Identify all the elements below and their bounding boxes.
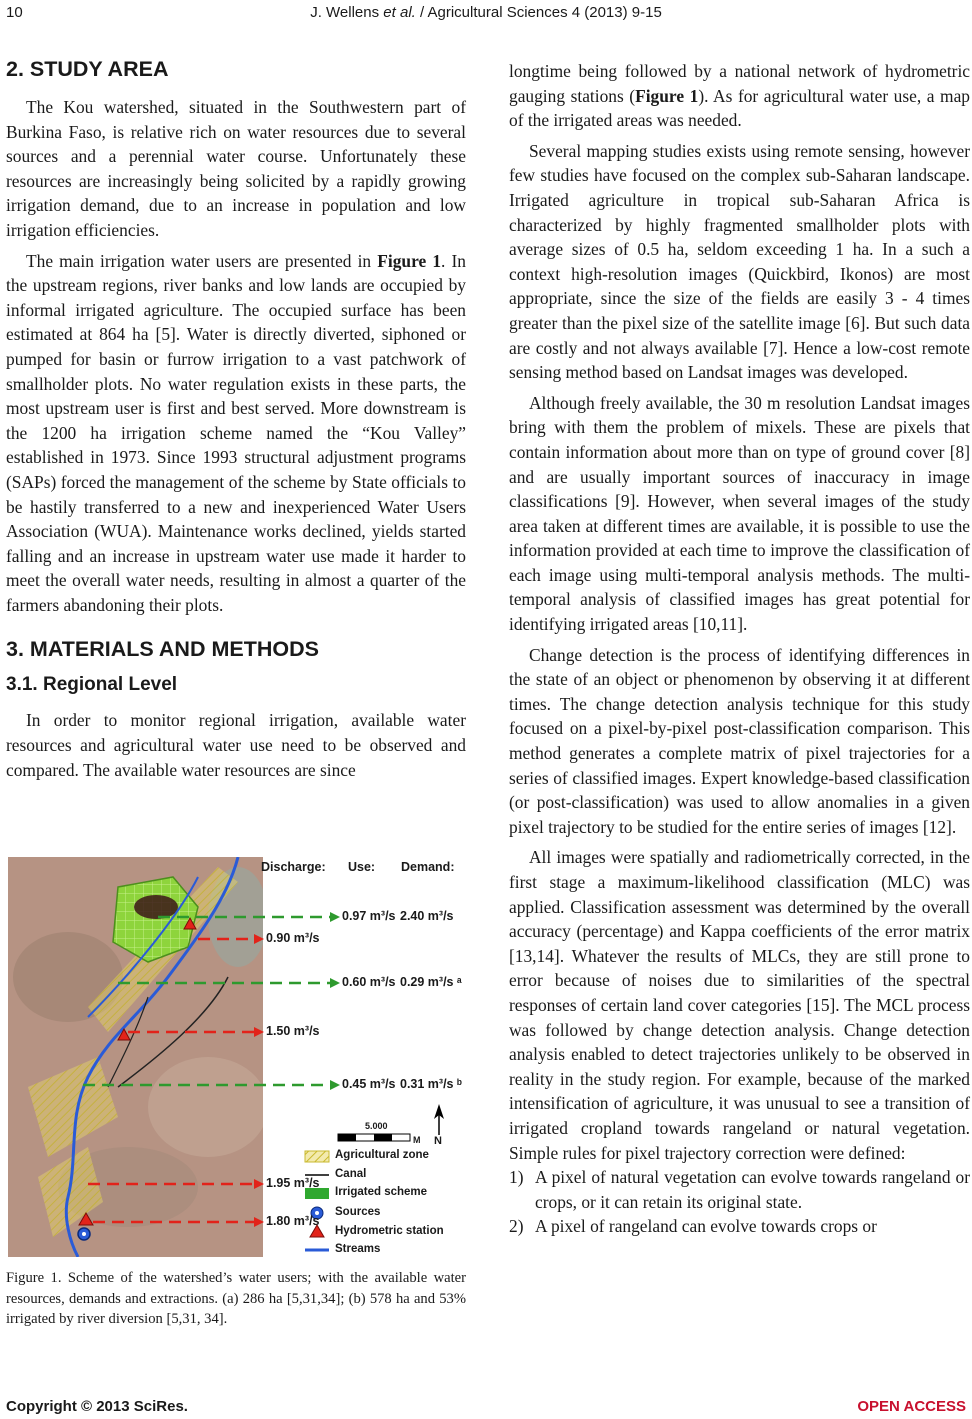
left-column xyxy=(6,55,466,782)
use-value-row-0: 0.97 m³/s xyxy=(342,909,396,923)
legend-symbols xyxy=(305,1151,329,1250)
section-2-heading: 2. STUDY AREA xyxy=(6,57,169,81)
open-access-label[interactable]: OPEN ACCESS xyxy=(857,1398,966,1415)
scale-bar xyxy=(338,1134,410,1141)
arrow-row-5 xyxy=(88,1179,264,1189)
rule-number: 2) xyxy=(509,1216,524,1237)
discharge-value-row-6: 1.80 m³/s xyxy=(266,1214,320,1228)
discharge-value-row-3: 1.50 m³/s xyxy=(266,1024,320,1038)
arrow-row-3 xyxy=(128,1027,264,1037)
use-header: Use: xyxy=(348,860,376,874)
rule-text: A pixel of natural vegetation can evolve towards rangeland or crops, or it can retain its original state. xyxy=(535,1167,970,1212)
legend-streams: Streams xyxy=(335,1243,381,1255)
discharge-header: Discharge: xyxy=(261,860,326,874)
p2-post: . In the upstream regions, river banks and low lands are occupied by informal irrigated agriculture. The occupied surface has been estimated at 864 ha [5]. Water is directly diverted, siphoned or pumped for basin or furrow irrigation to a vast patchwork of smallholder plots. No water regulation exists in these parts, the most upstream user is first and best served. More downstream is the 1200 ha irrigation scheme named the “Kou Valley” established in 1973. Since 1993 structural adjustment programs (SAPs) forced the management of the scheme by State officials to be hastily transferred to a new and inexperienced Water Users Association (WUA). Maintenance works declined, yields started falling and an increase in upstream water use made it harder to meet the overall water needs, resulting in almost a quarter of the farmers abandoning their plots. xyxy=(6,250,466,615)
arrow-row-6 xyxy=(93,1217,264,1227)
right-column xyxy=(509,59,970,1239)
section-2-paragraph-2 xyxy=(6,249,466,618)
right-paragraph-3: Although freely available, the 30 m resolution Landsat images bring with them the problem of mixels. These are pixels that contain information about more than on type of ground cover [8] and are usually important sources of inaccuracy in image classifications [9]. However, when several images of the study area taken at different times are available, it is possible to use the information provided at each time to improve the classification of each image using multi-temporal analysis methods. The multi-temporal analysis of classified images has great potential for identifying irrigated areas [10,11]. xyxy=(509,392,970,635)
right-paragraph-5: All images were spatially and radiometrically corrected, in the first stage a maximum-likelihood classification (MLC) was applied. Classification assessment was determined by the overall accuracy (percentage) and Kappa coefficients of the error matrix [13,14]. Whatever the results of MLCs, they are still prone to error because of noises due to similarities of the spectral responses of certain land cover categories [15]. The MCL process was followed by change detection analysis. Change detection analysis enabled to detect trajectories unlikely to be observed in reality in the study region. For example, because of the marked intensification of agriculture, it was unusual to see a transition of irrigated cropland towards rangeland or natural vegetation. Simple rules for pixel trajectory correction were defined: xyxy=(509,847,970,1163)
section-3-1-heading: 3.1. Regional Level xyxy=(6,674,178,696)
legend-irrigated-scheme: Irrigated scheme xyxy=(335,1186,428,1198)
arrow-row-0 xyxy=(158,912,340,922)
running-head-journal: / Agricultural Sciences 4 (2013) 9-15 xyxy=(415,4,662,21)
arrow-row-1 xyxy=(198,934,264,944)
figure-1-caption xyxy=(6,1268,466,1330)
right-paragraph-1 xyxy=(509,59,970,133)
running-head xyxy=(0,4,972,21)
rp1-post: ). As for agricultural water use, a map of the irrigated areas was needed. xyxy=(509,85,970,131)
legend-agricultural-zone: Agricultural zone xyxy=(335,1149,429,1161)
discharge-value-row-1: 0.90 m³/s xyxy=(266,931,320,945)
section-3-heading: 3. MATERIALS AND METHODS xyxy=(6,637,319,662)
p2-pre: The main irrigation water users are presented in xyxy=(26,250,378,271)
agricultural-zone-icon xyxy=(305,1151,329,1162)
discharge-value-row-5: 1.95 m³/s xyxy=(266,1176,320,1190)
scale-unit: M xyxy=(413,1135,421,1145)
caption-label: Figure 1. xyxy=(6,1270,62,1286)
section-3-1-paragraph-1: In order to monitor regional irrigation, available water resources and agricultural water use need to be observed and compared. The available water resources are since xyxy=(6,710,466,780)
right-paragraph-2: Several mapping studies exists using remote sensing, however few studies have focused on the complex sub-Saharan landscape. Irrigated agriculture in tropical sub-Saharan Africa is characterized by highly fragmented smallholder plots with average sizes of 0.5 ha, seldom exceeding 1 ha. In a such a context high-resolution images (Quickbird, Ikonos) are most appropriate, since the size of the fields are easily 3 - 4 times greater than the pixel size of the satellite image [6]. But such data are costly and not always available [7]. Hence a low-cost remote sensing method based on Landsat images was developed. xyxy=(509,140,970,383)
rule-number: 1) xyxy=(509,1167,524,1188)
demand-header: Demand: xyxy=(401,860,455,874)
running-head-etal: et al. xyxy=(383,4,416,21)
north-arrow-icon xyxy=(434,1104,444,1135)
caption-text: Scheme of the watershed’s water users; with the available water resources, demands and extractions. (a) 286 ha [5,31,34]; (b) 578 ha and 53% irrigated by river diversion [5,31, 34]. xyxy=(6,1270,466,1327)
legend-canal: Canal xyxy=(335,1168,367,1180)
north-label: N xyxy=(434,1135,442,1147)
right-paragraph-4: Change detection is the process of identifying differences in the state of an object or phenomenon by observing it at different times. The change detection analysis technique for this study focused on a pixel-by-pixel post-classification comparison. This method generates a complete matrix of pixel trajectories for a series of classified images. Expert knowledge-based classification (or post-classification) was used to allow anomalies in a given pixel trajectory to be studied for the entire series of images [12]. xyxy=(509,644,970,837)
use-value-row-4: 0.45 m³/s xyxy=(342,1077,396,1091)
copyright-notice: Copyright © 2013 SciRes. xyxy=(6,1398,188,1415)
scale-label: 5.000 xyxy=(365,1121,388,1131)
use-value-row-2: 0.60 m³/s xyxy=(342,975,396,989)
section-2-paragraph-1: The Kou watershed, situated in the Southwestern part of Burkina Faso, is relative rich on water resources due to several sources and a perennial water course. Unfortunately these resources are increasingly being solicited by a rapidly growing irrigation demand, due to an increase in population and low irrigation efficiencies. xyxy=(6,97,466,240)
rule-item-2 xyxy=(509,1214,970,1239)
running-head-authors: J. Wellens xyxy=(310,4,384,21)
rule-text: A pixel of rangeland can evolve towards crops or xyxy=(535,1216,877,1237)
demand-value-row-0: 2.40 m³/s xyxy=(400,909,454,923)
legend-hydrometric-station: Hydrometric station xyxy=(335,1225,444,1237)
figure-1-reference[interactable]: Figure 1 xyxy=(377,250,442,271)
demand-value-row-4: 0.31 m³/s ᵇ xyxy=(400,1077,462,1091)
legend-sources: Sources xyxy=(335,1206,381,1218)
figure-1 xyxy=(8,857,466,1257)
figure-1-reference-2[interactable]: Figure 1 xyxy=(635,85,699,106)
rp1-pre: longtime being followed by a national network of hydrometric gauging stations ( xyxy=(509,61,970,106)
rules-list xyxy=(509,1165,970,1239)
rule-item-1 xyxy=(509,1165,970,1214)
demand-value-row-2: 0.29 m³/s ᵃ xyxy=(400,975,462,989)
arrow-row-4 xyxy=(83,1080,340,1090)
page-number: 10 xyxy=(6,4,23,21)
arrow-row-2 xyxy=(118,978,340,988)
